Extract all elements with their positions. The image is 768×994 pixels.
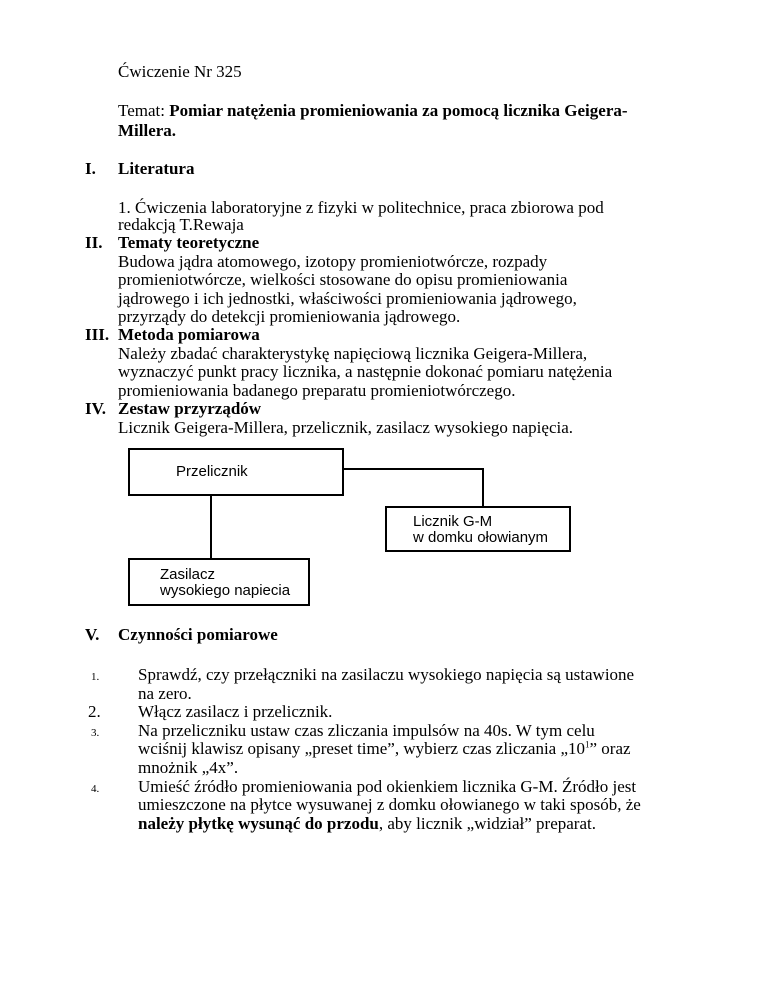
power-supply-box	[128, 558, 310, 606]
section-2-text: jądrowego i ich jednostki, właściwości promieniowania jądrowego,	[118, 289, 577, 308]
step-text: Na przeliczniku ustaw czas zliczania impulsów na 40s. W tym celu	[138, 721, 595, 740]
step-text-bold: należy płytkę wysunąć do przodu	[138, 814, 379, 833]
step-text: umieszczone na płytce wysuwanej z domku ołowianego w taki sposób, że	[138, 795, 641, 814]
section-3-title: Metoda pomiarowa	[118, 325, 260, 344]
section-4-title: Zestaw przyrządów	[118, 399, 262, 418]
step-text-part: wciśnij klawisz opisany „preset time”, wybierz czas zliczania „10	[138, 739, 586, 758]
section-3-numeral: III.	[85, 325, 110, 344]
counter-box	[128, 448, 344, 496]
step-text: Umieść źródło promieniowania pod okienkiem licznika G-M. Źródło jest	[138, 777, 637, 796]
step-text: Włącz zasilacz i przelicznik.	[138, 702, 333, 721]
step-text	[138, 814, 596, 834]
section-5-title: Czynności pomiarowe	[118, 625, 278, 644]
section-3-text: wyznaczyć punkt pracy licznika, a następnie dokonać pomiaru natężenia	[118, 362, 613, 381]
topic-line-1	[118, 101, 628, 121]
section-2-text: Budowa jądra atomowego, izotopy promieniotwórcze, rozpady	[118, 252, 548, 271]
exercise-number: Ćwiczenie Nr 325	[118, 62, 242, 81]
step-text-part: ” oraz	[589, 739, 631, 758]
section-2-numeral: II.	[85, 233, 103, 252]
step-number: 2.	[88, 702, 101, 721]
connector-line	[342, 468, 484, 470]
connector-line	[482, 468, 484, 506]
step-text: Sprawdź, czy przełączniki na zasilaczu wysokiego napięcia są ustawione	[138, 665, 635, 684]
section-1-title: Literatura	[118, 159, 195, 178]
section-3-text: promieniowania badanego preparatu promieniotwórczego.	[118, 381, 516, 400]
topic-title-cont: Millera.	[118, 121, 177, 140]
gm-counter-box	[385, 506, 571, 552]
section-1-text: redakcją T.Rewaja	[118, 215, 244, 234]
section-2-text: przyrządy do detekcji promieniowania jądrowego.	[118, 307, 461, 326]
step-number: 1.	[91, 671, 100, 683]
psu-label-2: wysokiego napiecia	[160, 582, 291, 599]
step-number: 3.	[91, 727, 100, 739]
step-number: 4.	[91, 783, 100, 795]
section-4-text: Licznik Geigera-Millera, przelicznik, zasilacz wysokiego napięcia.	[118, 418, 574, 437]
section-1-numeral: I.	[85, 159, 96, 178]
section-2-text: promieniotwórcze, wielkości stosowane do opisu promieniowania	[118, 270, 568, 289]
section-4-numeral: IV.	[85, 399, 106, 418]
section-1-text: 1. Ćwiczenia laboratoryjne z fizyki w politechnice, praca zbiorowa pod	[118, 198, 604, 217]
topic-title: Pomiar natężenia promieniowania za pomocą licznika Geigera-	[169, 101, 628, 120]
step-text	[138, 739, 631, 759]
step-text-part: , aby licznik „widział” preparat.	[378, 814, 596, 833]
connector-line	[210, 494, 212, 558]
section-2-title: Tematy teoretyczne	[118, 233, 260, 252]
section-5-numeral: V.	[85, 625, 100, 644]
counter-label: Przelicznik	[176, 463, 248, 480]
gm-label-1: Licznik G-M	[413, 513, 493, 530]
gm-label-2: w domku ołowianym	[413, 529, 549, 546]
step-text: mnożnik „4x”.	[138, 758, 239, 777]
section-3-text: Należy zbadać charakterystykę napięciową licznika Geigera-Millera,	[118, 344, 588, 363]
step-text: na zero.	[138, 684, 192, 703]
superscript: 1	[585, 739, 590, 750]
psu-label-1: Zasilacz	[160, 566, 216, 583]
topic-label: Temat:	[118, 101, 165, 120]
